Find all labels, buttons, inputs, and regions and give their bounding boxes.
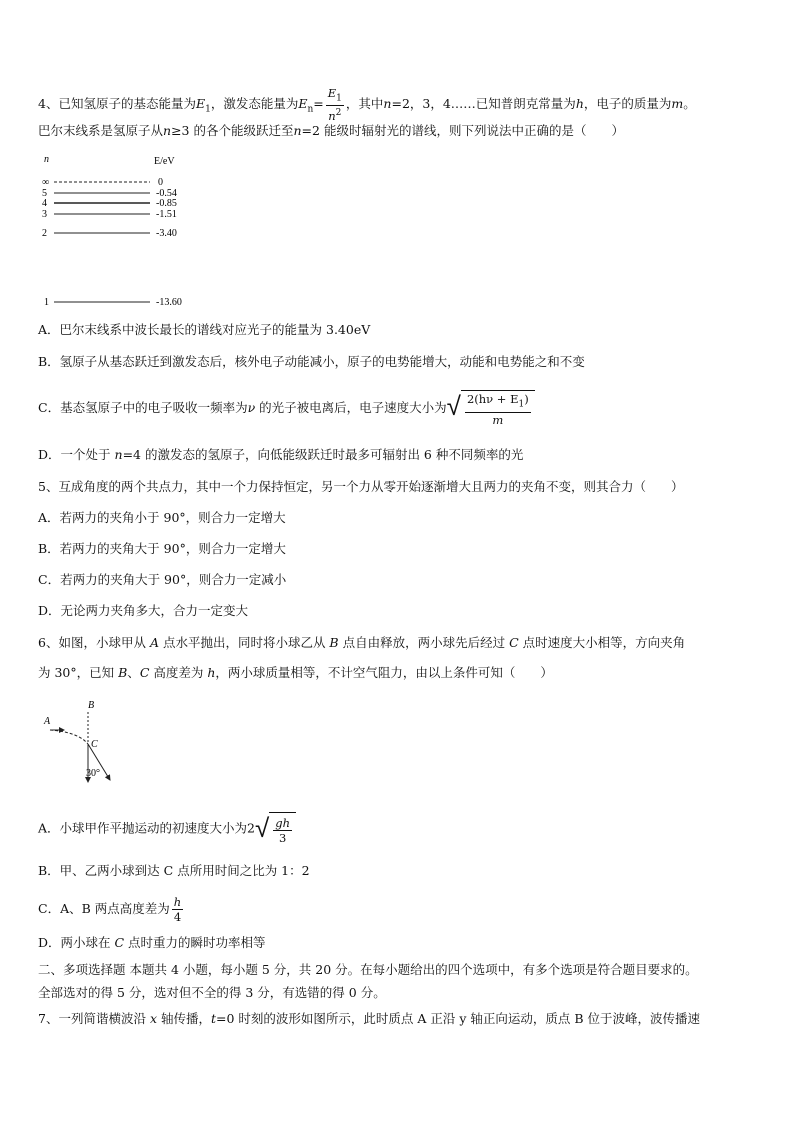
q4-text: 4、已知氢原子的基态能量为 [38,96,196,112]
q4-text: ，电子的质量为 [583,96,672,112]
level-e-5: -0.54 [156,188,177,199]
q4-stem-line2 [38,122,764,140]
q4-text: 。 [683,96,696,112]
q4-symbol: E [298,96,308,112]
q4-text: ≥3 的各个能级跃迁至 [171,123,294,138]
q6-option-a-den: 3 [278,830,287,845]
q4-option-c-sqrt: √ $\frac{2(h\nu + E_1)}{m}$ [447,390,535,426]
q5-option-d: D．无论两力夹角多大，合力一定变大 [38,603,249,618]
section2-heading-line1: 二、多项选择题 本题共 4 小题，每小题 5 分，共 20 分。在每小题给出的四个选项中，有多个选项是符合题目要求的。 [38,962,698,977]
section2-heading-line2: 全部选对的得 5 分，选对但不全的得 3 分，有选错的得 0 分。 [38,985,386,1000]
q4-frac-num: E [327,86,337,100]
q4-text: =2，3，4……已知普朗克常量为 [391,96,576,112]
q4-energy-fraction [326,86,344,123]
q6-point-c: C [139,665,150,680]
q6-text: 点自由释放，两小球先后经过 [338,635,510,650]
q4-symbol: n [383,96,392,112]
q7-x: x [149,1011,157,1026]
q5-option-a: A．若两力的夹角小于 90°，则合力一定增大 [38,510,286,525]
level-n-4: 4 [42,198,47,209]
q7-t: t [210,1011,217,1026]
q4-option-c-num-end: ) [524,392,529,407]
q6-point-a: A [149,635,159,650]
q6-stem-line1 [38,634,764,652]
level-n-inf: ∞ [42,177,50,188]
trajectory-curve [50,730,88,744]
q5-option-c: C．若两力的夹角大于 90°，则合力一定减小 [38,572,287,587]
q6-option-d-text: D．两小球在 [38,935,115,950]
q6-option-c [38,894,764,924]
q4-option-c-text: C．基态氢原子中的电子吸收一频率为 [38,400,248,415]
q4-option-c-den: m [492,412,504,427]
q4-option-c [38,390,764,427]
diagram-label-b: B [88,700,95,711]
q6-option-a-text: A．小球甲作平抛运动的初速度大小为 [38,820,248,836]
q4-option-d-text2: =4 的激发态的氢原子，向低能级跃迁时最多可辐射出 6 种不同频率的光 [122,447,524,462]
q6-option-d-text2: 点时重力的瞬时功率相等 [124,935,266,950]
level-e-3: -1.51 [156,209,177,220]
q4-option-c-num: 2(hν + E [466,392,519,407]
q6-option-a-coef: 2 [247,820,255,836]
q4-text: ，激发态能量为 [210,96,299,112]
q6-text: 为 30°，已知 [38,665,119,680]
q6-stem-line2 [38,664,764,682]
level-e-inf: 0 [158,177,163,188]
q7-text: =0 时刻的波形如图所示，此时质点 A 正沿 y 轴正向运动，质点 B 位于波峰，波传播速 [216,1011,701,1026]
q6-option-a [38,812,764,846]
q6-h: h [207,665,216,680]
q4-symbol-sub: n [307,104,314,115]
q4-frac-num-sub: 1 [336,93,342,104]
q4-stem-line1 [38,86,764,123]
level-n-3: 3 [42,209,47,220]
q4-text: ，其中 [345,96,384,112]
n-axis-label: n [44,154,49,165]
q4-text: =2 能级时辐射光的谱线，则下列说法中正确的是（ ） [301,123,624,138]
q4-symbol: m [671,96,684,112]
energy-level-diagram [36,150,206,308]
q5-stem: 5、互成角度的两个共点力，其中一个力保持恒定，另一个力从零开始逐渐增大且两力的夹角不变，则其合力（ ） [38,479,684,494]
q4-text: = [313,96,324,112]
q5-option-b: B．若两力的夹角大于 90°，则合力一定增大 [38,541,286,556]
q6-text: 6、如图，小球甲从 [38,635,150,650]
q4-option-d-text: D．一个处于 [38,447,115,462]
q6-point-b: B [329,635,339,650]
q6-option-c-text: C．A、B 两点高度差为 [38,901,170,916]
q7-stem [38,1010,764,1028]
diagram-angle-label: 30° [86,768,100,779]
q6-text: 点水平抛出，同时将小球乙从 [158,635,330,650]
level-n-5: 5 [42,188,47,199]
q6-option-d [38,934,764,952]
projectile-diagram [36,698,126,790]
q4-symbol-sub: 1 [205,104,211,115]
q6-text: 、 [127,665,140,680]
q6-option-d-c: C [114,935,125,950]
q6-point-c: C [509,635,519,650]
q4-option-d-n: n [114,447,123,462]
q4-symbol: E [195,96,206,112]
q4-symbol: n [163,123,172,138]
q6-option-c-den: 4 [173,910,182,924]
q7-text: 轴传播， [157,1011,211,1026]
q4-frac-den-sup: 2 [335,108,342,119]
q7-text: 7、一列简谐横波沿 [38,1011,150,1026]
level-e-4: -0.85 [156,198,177,209]
q4-option-d [38,446,764,464]
level-e-1: -13.60 [156,297,182,308]
diagram-label-a: A [44,716,51,727]
q6-text: ，两小球质量相等，不计空气阻力，由以上条件可知（ ） [215,665,553,680]
q6-option-c-num: h [173,895,182,909]
level-n-1: 1 [44,297,49,308]
q4-symbol: n [293,123,302,138]
q4-option-a: A．巴尔末线系中波长最长的谱线对应光子的能量为 3.40eV [38,322,371,337]
q6-text: 点时速度大小相等，方向夹角 [518,635,686,650]
q6-text: 高度差为 [149,665,208,680]
q4-symbol: h [575,96,584,112]
q6-point-b: B [118,665,128,680]
q4-option-b: B．氢原子从基态跃迁到激发态后，核外电子动能减小，原子的电势能增大，动能和电势能之和不变 [38,354,585,369]
q4-option-c-nu: ν [247,400,256,415]
q6-option-a-num: gh [275,815,291,830]
energy-axis-label: E/eV [154,156,175,167]
q4-text: 巴尔末线系是氢原子从 [38,123,164,138]
q4-option-c-text2: 的光子被电离后，电子速度大小为 [255,400,447,415]
q6-option-c-fraction [172,895,183,924]
q4-frac-den: n [328,109,336,124]
level-n-2: 2 [42,228,47,239]
q6-option-a-sqrt: √ $\frac{gh}{3}$ [255,812,296,846]
q4-option-c-num-sub: 1 [518,399,525,410]
q6-option-b: B．甲、乙两小球到达 C 点所用时间之比为 1：2 [38,863,310,878]
level-e-2: -3.40 [156,228,177,239]
diagram-label-c: C [91,739,98,750]
